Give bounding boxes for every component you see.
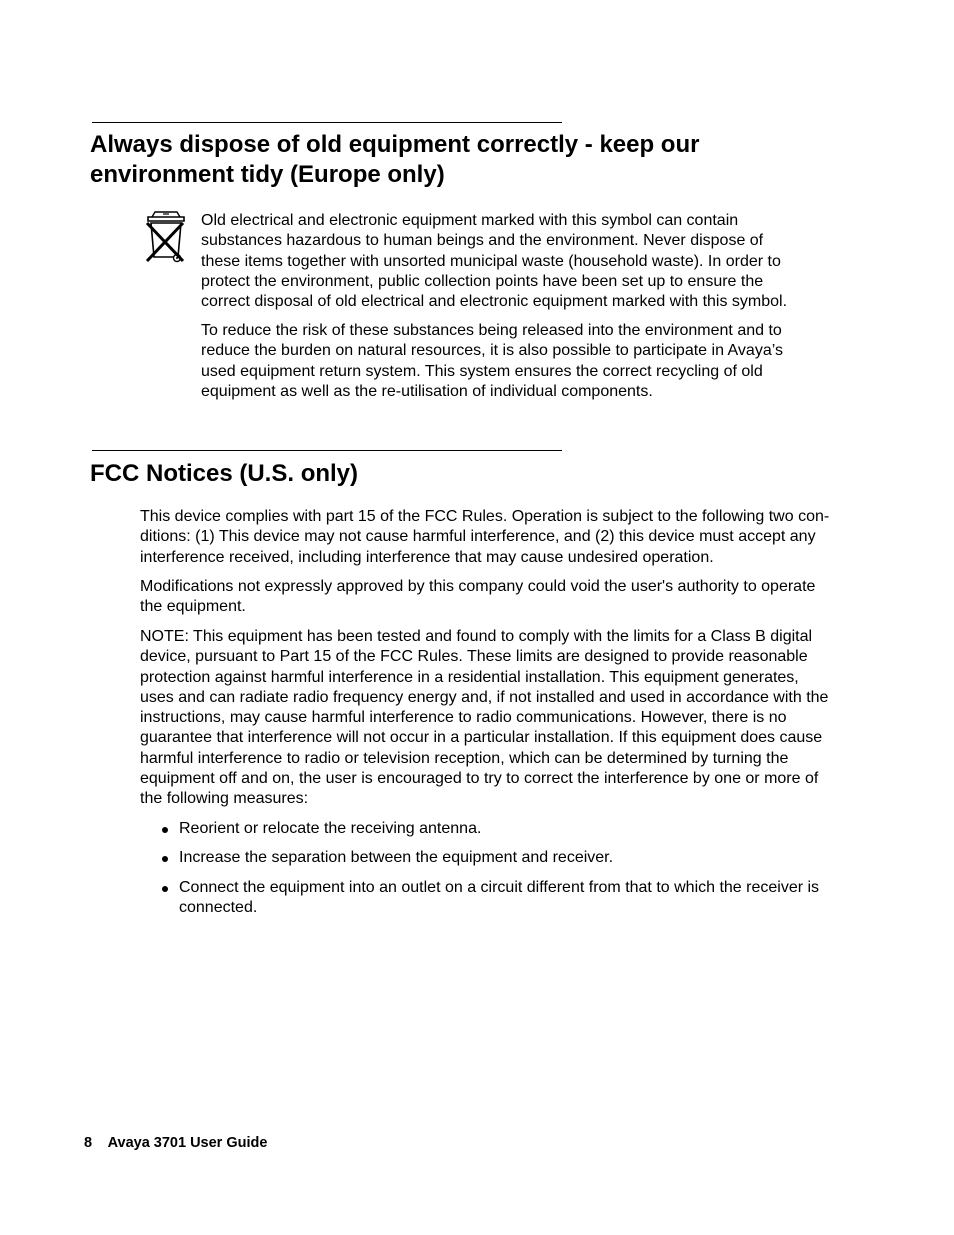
text-line: reduce the burden on natural resources, it is also possible to participate in Avaya’s xyxy=(201,342,783,360)
fcc-paragraph-2 xyxy=(140,577,815,618)
page-footer xyxy=(84,1133,267,1153)
text-line: This device complies with part 15 of the FCC Rules. Operation is subject to the following two con- xyxy=(140,508,830,525)
fcc-note-paragraph xyxy=(140,627,828,810)
section-heading-fcc xyxy=(90,459,850,489)
text-line: Increase the separation between the equipment and receiver. xyxy=(179,849,614,867)
text-line: NOTE: This equipment has been tested and found to comply with the limits for a Class B digital xyxy=(140,628,813,645)
text-line: ditions: (1) This device may not cause harmful interference, and (2) this device must accept any xyxy=(140,528,816,546)
disposal-paragraph-2 xyxy=(201,321,783,402)
text-line: equipment off and on, the user is encouraged to try to correct the interference by one or more of xyxy=(140,770,819,788)
text-line: guarantee that interference will not occur in a particular installation. If this equipment does cause xyxy=(140,729,823,747)
text-line: protect the environment, public collection points have been set up to ensure the xyxy=(201,272,764,290)
bullet-icon xyxy=(162,827,168,833)
page-number: 8 xyxy=(84,1135,93,1151)
text-line: Connect the equipment into an outlet on a circuit different from that to which the receiver is xyxy=(179,878,820,896)
fcc-paragraph-1 xyxy=(140,507,829,568)
text-line: uses and can radiate radio frequency energy and, if not installed and used in accordance with the xyxy=(140,688,829,706)
heading-line: FCC Notices (U.S. only) xyxy=(90,460,359,487)
text-line: equipment as well as the re-utilisation of individual components. xyxy=(201,382,653,400)
document-title: Avaya 3701 User Guide xyxy=(107,1135,268,1151)
fcc-measures-list xyxy=(140,819,819,918)
text-line: interference received, including interference that may cause undesired operation. xyxy=(140,548,714,566)
list-item xyxy=(140,819,819,839)
text-line: the following measures: xyxy=(140,790,309,808)
text-line: Reorient or relocate the receiving antenna. xyxy=(179,820,482,837)
bullet-icon xyxy=(162,856,168,862)
text-line: these items together with unsorted municipal waste (household waste). In order to xyxy=(201,252,781,270)
section-divider-fcc xyxy=(92,450,562,451)
text-line: substances hazardous to human beings and the environment. Never dispose of xyxy=(201,232,764,250)
text-line: protection against harmful interference in a residential installation. This equipment generates, xyxy=(140,668,799,686)
heading-line: environment tidy (Europe only) xyxy=(90,161,445,188)
text-line: instructions, may cause harmful interference to radio communications. However, there is no xyxy=(140,709,787,727)
bullet-icon xyxy=(162,886,168,892)
text-line: device, pursuant to Part 15 of the FCC Rules. These limits are designed to provide reasonable xyxy=(140,648,808,666)
text-line: Old electrical and electronic equipment marked with this symbol can contain xyxy=(201,212,739,229)
disposal-paragraph-1 xyxy=(201,211,787,312)
text-line: the equipment. xyxy=(140,598,246,616)
text-line: To reduce the risk of these substances being released into the environment and to xyxy=(201,322,782,339)
list-item xyxy=(140,848,819,868)
heading-line: Always dispose of old equipment correctly - keep our xyxy=(90,131,700,158)
text-line: correct disposal of old electrical and electronic equipment marked with this symbol. xyxy=(201,293,788,311)
section-divider-top xyxy=(92,122,562,123)
text-line: connected. xyxy=(179,898,258,916)
text-line: used equipment return system. This system ensures the correct recycling of old xyxy=(201,362,763,380)
crossed-out-wheelie-bin-icon xyxy=(143,211,189,265)
text-line: Modifications not expressly approved by this company could void the user's authority to operate xyxy=(140,578,816,595)
section-heading-disposal xyxy=(90,130,850,190)
list-item xyxy=(140,878,819,919)
text-line: harmful interference to radio or television reception, which can be determined by turning the xyxy=(140,749,789,767)
